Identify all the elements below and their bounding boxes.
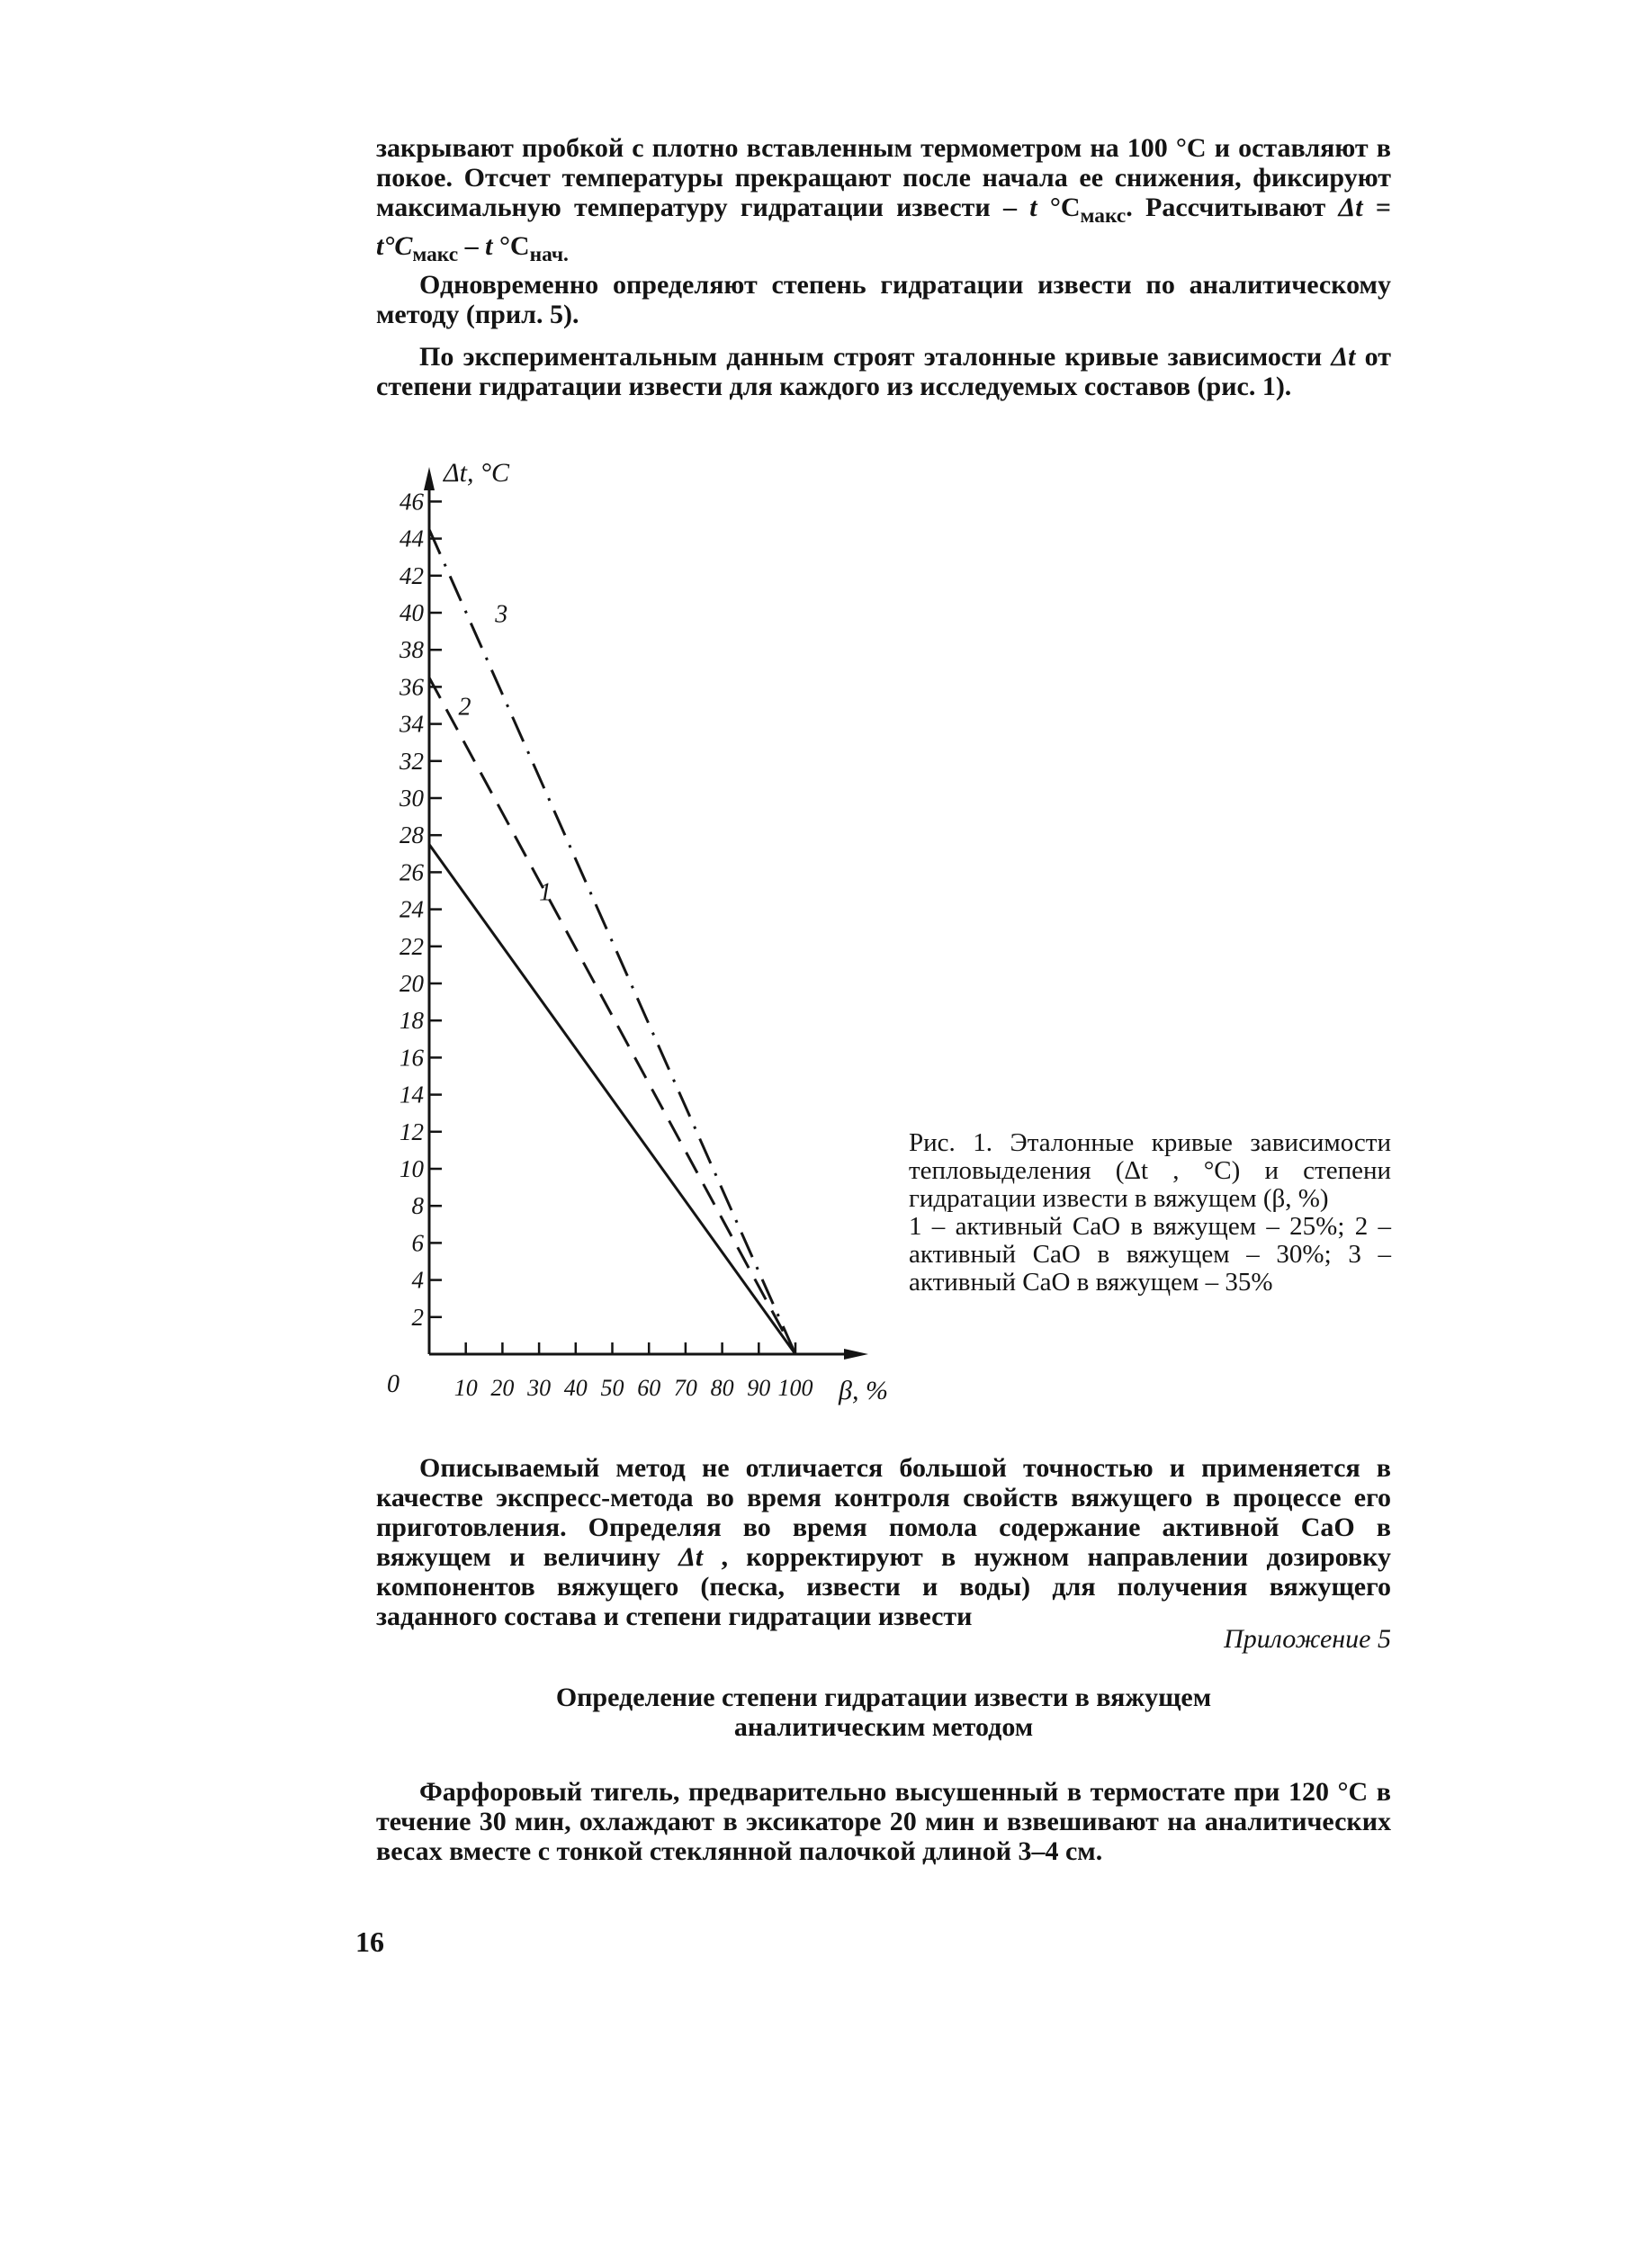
y-tick-label-16: 16 (400, 1044, 424, 1072)
intro-paragraph-2: Одновременно определяют степень гидратации извести по аналитическому методу (прил. 5). (376, 270, 1391, 330)
appendix-label: Приложение 5 (1224, 1624, 1391, 1654)
p1-sub2: макс (412, 243, 459, 267)
p1-sub1: макс (1080, 204, 1127, 229)
p4-text-b: , корректируют в нужном направлении дозировку компонентов вяжущего (песка, извести и воды) для получения вяжущего заданного состава и степени гидратации извести (376, 1542, 1391, 1631)
y-tick-label-34: 34 (400, 710, 424, 738)
y-tick-label-6: 6 (411, 1229, 424, 1257)
y-tick-label-38: 38 (400, 636, 424, 664)
y-tick-label-10: 10 (400, 1155, 424, 1182)
intro-paragraphs (376, 133, 1391, 401)
y-tick-label-40: 40 (400, 599, 424, 626)
y-tick-label-46: 46 (400, 488, 424, 516)
y-tick-label-44: 44 (400, 525, 424, 552)
x-tick-label-70: 70 (673, 1375, 697, 1401)
p3-text-b: от степени гидратации извести для каждого из исследуемых составов (рис. 1). (376, 342, 1391, 402)
p1-minus: – (458, 231, 486, 262)
y-tick-label-26: 26 (400, 858, 424, 886)
p1-oc1: °С (1049, 193, 1081, 222)
p1-dt: Δt (1338, 193, 1363, 222)
paragraph-4 (376, 1453, 1391, 1631)
page-number: 16 (355, 1925, 384, 1958)
x-tick-label-60: 60 (637, 1375, 661, 1401)
reference-curves-chart (342, 454, 918, 1422)
p1-deg: °С и оставляют в покое. Отсчет температуры прекращают после начала ее снижения, фиксируют максимальную температуру гидратации извести – (376, 133, 1391, 222)
x-tick-label-90: 90 (747, 1375, 771, 1401)
x-axis-label: β, % (839, 1376, 888, 1405)
caption-legend: 1 – активный СаО в вяжущем – 25%; 2 – активный СаО в вяжущем – 30%; 3 – активный СаО в вяжущем – 35% (909, 1212, 1391, 1297)
series-line-2 (429, 678, 795, 1354)
series-line-1 (429, 845, 795, 1355)
y-axis-arrow (424, 467, 435, 490)
section-heading (376, 1683, 1391, 1742)
p1-t1: t (1029, 193, 1050, 222)
y-tick-label-20: 20 (400, 970, 424, 997)
y-tick-label-18: 18 (400, 1007, 424, 1035)
curve-label-1: 1 (539, 878, 552, 907)
x-tick-label-10: 10 (453, 1375, 478, 1401)
method-paragraph (376, 1453, 1391, 1631)
y-axis-label: Δt, °С (444, 458, 509, 488)
p1-t3: t (485, 231, 493, 262)
caption-title: Рис. 1. Эталонные кривые зависимости тепловыделения (Δt , °С) и степени гидратации извести в вяжущем (β, %) (909, 1128, 1391, 1213)
p1-eq: = (1362, 193, 1391, 222)
intro-paragraph-1 (376, 133, 1391, 270)
figure (342, 454, 918, 1422)
y-tick-label-36: 36 (400, 673, 424, 701)
x-tick-label-80: 80 (710, 1375, 734, 1401)
y-tick-label-2: 2 (411, 1303, 424, 1331)
appendix-paragraph (376, 1777, 1391, 1866)
origin-label: 0 (387, 1370, 400, 1398)
x-tick-label-20: 20 (490, 1375, 515, 1401)
y-tick-label-14: 14 (400, 1081, 424, 1109)
y-tick-label-12: 12 (400, 1118, 424, 1145)
curve-label-3: 3 (495, 600, 508, 629)
p3-text-a: По экспериментальным данным строят эталонные кривые зависимости (419, 342, 1332, 373)
p1-oc3: °С (492, 231, 530, 262)
y-tick-label-24: 24 (400, 895, 424, 923)
x-axis-arrow (844, 1349, 868, 1360)
p4-dt: Δt (678, 1542, 704, 1572)
p1-t2: t°С (376, 231, 413, 262)
figure-caption (909, 1129, 1391, 1297)
x-tick-label-40: 40 (563, 1375, 588, 1401)
y-tick-label-22: 22 (400, 932, 424, 960)
x-tick-label-50: 50 (600, 1375, 624, 1401)
p4-text-a: Описываемый метод не отличается большой точностью и применяется в качестве экспресс-метода во время контроля свойств вяжущего в процессе его приготовления. Определяя во время помола содержание активной СаО в вяжущем и величину (376, 1453, 1391, 1572)
intro-paragraph-3 (376, 342, 1391, 401)
p1-sub3: нач. (529, 243, 569, 267)
section-heading-line-1: Определение степени гидратации извести в вяжущем (555, 1683, 1212, 1712)
paragraph-5: Фарфоровый тигель, предварительно высушенный в термостате при 120 °С в течение 30 мин, охлаждают в эксикаторе 20 мин и взвешивают на аналитических весах вместе с тонкой стеклянной палочкой длиной 3–4 см. (376, 1777, 1391, 1866)
series-line-3 (429, 529, 795, 1354)
x-tick-label-30: 30 (527, 1375, 552, 1401)
curve-label-2: 2 (458, 693, 471, 722)
y-tick-label-4: 4 (411, 1266, 424, 1294)
p3-dt: Δt (1331, 342, 1356, 373)
p1-text: закрывают пробкой с плотно вставленным термометром на 100 (376, 133, 1176, 163)
p1-calc: . Рассчитывают (1126, 193, 1339, 222)
section-heading-line-2: аналитическим методом (733, 1712, 1034, 1742)
y-tick-label-30: 30 (400, 785, 424, 812)
y-tick-label-28: 28 (400, 821, 424, 849)
y-tick-label-32: 32 (400, 747, 424, 775)
x-tick-label-100: 100 (777, 1375, 813, 1401)
y-tick-label-42: 42 (400, 561, 424, 589)
y-tick-label-8: 8 (411, 1192, 424, 1220)
